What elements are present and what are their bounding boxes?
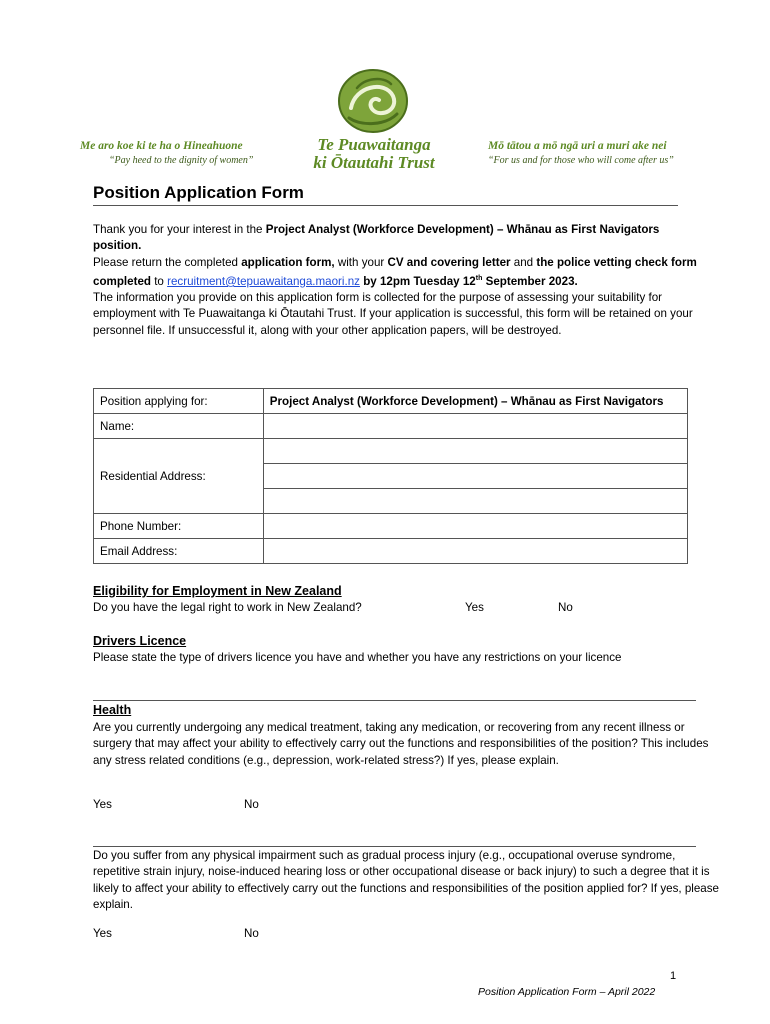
page-number: 1 — [670, 970, 677, 982]
position-label: Position applying for: — [94, 389, 264, 414]
trust-logo — [337, 68, 409, 134]
applicant-details-table — [93, 388, 688, 564]
health-q1-answer-line[interactable] — [93, 846, 696, 847]
email-field[interactable] — [263, 539, 687, 564]
name-label: Name: — [94, 414, 264, 439]
drivers-answer-line[interactable] — [93, 700, 696, 701]
address-field-line3[interactable] — [263, 489, 687, 514]
health-q1-yes[interactable]: Yes — [93, 798, 112, 811]
position-value: Project Analyst (Workforce Development) – Whānau as First Navigators — [263, 389, 687, 414]
trust-name-line1: Te Puawaitanga — [317, 135, 431, 154]
page-title: Position Application Form — [93, 183, 304, 202]
drivers-question: Please state the type of drivers licence you have and whether you have any restrictions on your licence — [93, 651, 622, 664]
address-field-line2[interactable] — [263, 464, 687, 489]
health-q2-no[interactable]: No — [244, 927, 259, 940]
motto-right: Mō tātou a mō ngā uri a muri ake nei — [488, 140, 667, 152]
eligibility-yes[interactable]: Yes — [465, 601, 484, 614]
motto-left: Me aro koe ki te ha o Hineahuone — [80, 140, 243, 152]
phone-field[interactable] — [263, 514, 687, 539]
health-q1-no[interactable]: No — [244, 798, 259, 811]
footer-label: Position Application Form – April 2022 — [478, 986, 656, 998]
phone-label: Phone Number: — [94, 514, 264, 539]
motto-right-translation: “For us and for those who will come after us” — [488, 155, 674, 166]
email-link[interactable]: recruitment@tepuawaitanga.maori.nz — [167, 274, 360, 288]
eligibility-heading: Eligibility for Employment in New Zealand — [93, 584, 342, 598]
health-question-2: Do you suffer from any physical impairment such as gradual process injury (e.g., occupational overuse syndrome, repetitive strain injury, noise-induced hearing loss or other occupational disease or back injury) to such a degree that it is likely to affect your ability to effectively carry out the functions and responsibilities of the position applied for? If yes, please explain. — [93, 849, 719, 911]
intro-text: Thank you for your interest in the Project Analyst (Workforce Development) – Whānau as First Navigators position. Please return the completed application form, with your CV and covering letter and the police vetting check form completed to recruitment@tepuawaitanga.maori.nz by 12pm Tuesday 12th September 2023. The information you provide on this application form is collected for the purpose of assessing your suitability for employment with Te Puawaitanga ki Ōtautahi Trust. If your application is successful, this form will be retained on your personnel file. If unsuccessful it, along with your other application papers, will be destroyed. — [93, 223, 697, 337]
title-divider — [93, 205, 678, 206]
trust-name-line2: ki Ōtautahi Trust — [313, 153, 435, 172]
eligibility-no[interactable]: No — [558, 601, 573, 614]
email-label: Email Address: — [94, 539, 264, 564]
health-heading: Health — [93, 703, 132, 717]
address-field-line1[interactable] — [263, 439, 687, 464]
eligibility-question: Do you have the legal right to work in New Zealand? — [93, 601, 362, 614]
name-field[interactable] — [263, 414, 687, 439]
address-label: Residential Address: — [94, 439, 264, 514]
motto-left-translation: “Pay heed to the dignity of women” — [109, 155, 254, 166]
health-question-1: Are you currently undergoing any medical treatment, taking any medication, or recovering from any recent illness or surgery that may affect your ability to effectively carry out the functions and responsibilities of the position? This includes any stress related conditions (e.g., depression, work-related stress?) If yes, please explain. — [93, 721, 709, 767]
health-q2-yes[interactable]: Yes — [93, 927, 112, 940]
drivers-heading: Drivers Licence — [93, 634, 187, 648]
